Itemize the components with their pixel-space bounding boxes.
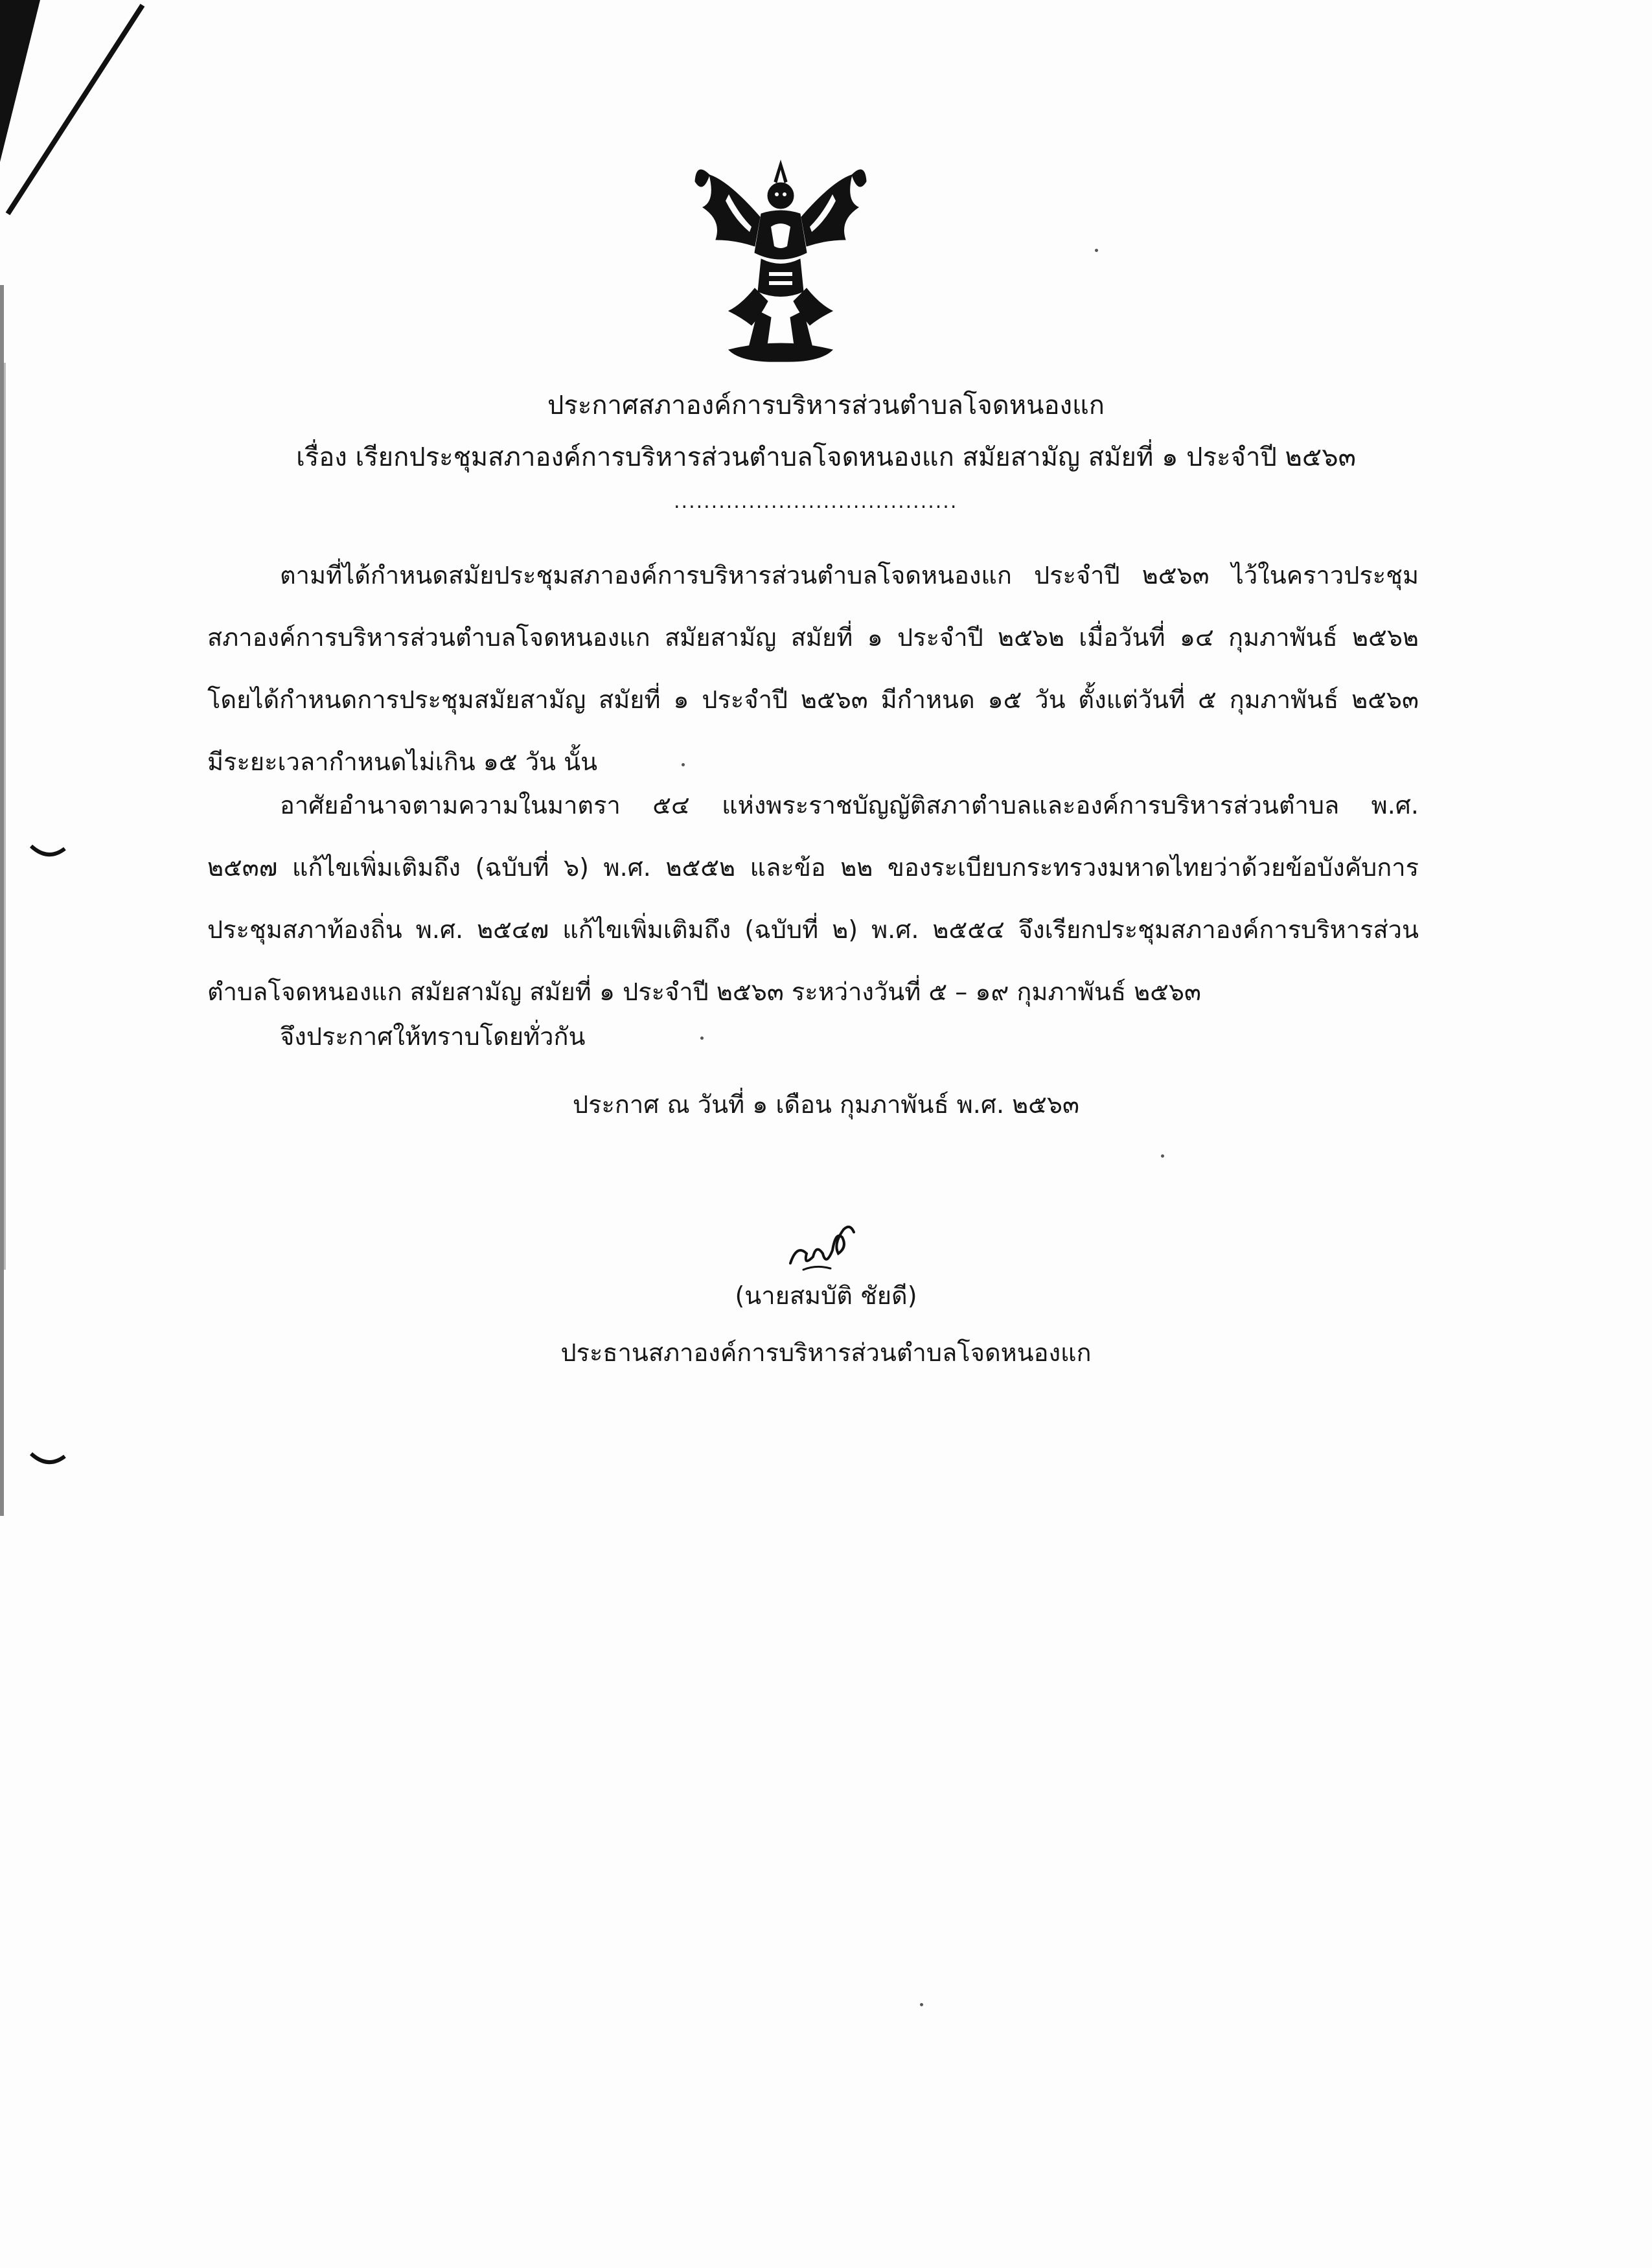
announcement-title: ประกาศสภาองค์การบริหารส่วนตำบลโจดหนองแก [547,391,1105,420]
handwritten-signature [771,1218,862,1276]
signer-name: (นายสมบัติ ชัยดี) [735,1281,917,1310]
signer-position: ประธานสภาองค์การบริหารส่วนตำบลโจดหนองแก [560,1338,1092,1367]
scan-speck [1161,1154,1164,1158]
scan-speck [920,2003,923,2006]
paragraph-1-line: มีระยะเวลากำหนดไม่เกิน ๑๕ วัน นั้น [207,748,598,776]
paragraph-1-line: ตามที่ได้กำหนดสมัยประชุมสภาองค์การบริหารส่วนตำบลโจดหนองแก ประจำปี ๒๕๖๓ ไว้ในคราวประชุม [280,561,1419,590]
paragraph-2-line: อาศัยอำนาจตามความในมาตรา ๕๔ แห่งพระราชบัญญัติสภาตำบลและองค์การบริหารส่วนตำบล พ.ศ. [280,791,1419,819]
body-paragraph-2 [207,774,1419,1023]
binder-hole-mark-upper [29,842,67,862]
title-divider: ...................................... [674,490,958,513]
paragraph-2-line: ประชุมสภาท้องถิ่น พ.ศ. ๒๕๔๗ แก้ไขเพิ่มเติมถึง (ฉบับที่ ๒) พ.ศ. ๒๕๕๔ จึงเรียกประชุมสภาองค์การบริหารส่วน [207,915,1419,944]
scan-speck [700,1037,704,1040]
scan-corner-mark [0,0,155,259]
paragraph-2-line: ๒๕๓๗ แก้ไขเพิ่มเติมถึง (ฉบับที่ ๖) พ.ศ. ๒๕๕๒ และข้อ ๒๒ ของระเบียบกระทรวงมหาดไทยว่าด้วยข้อบังคับการ [207,853,1419,882]
binder-hole-mark-lower [29,1450,67,1469]
scan-speck [682,763,685,766]
closing-statement: จึงประกาศให้ทราบโดยทั่วกัน [280,1022,586,1051]
paragraph-2-line: ตำบลโจดหนองแก สมัยสามัญ สมัยที่ ๑ ประจำปี ๒๕๖๓ ระหว่างวันที่ ๕ – ๑๙ กุมภาพันธ์ ๒๕๖๓ [207,978,1202,1006]
scan-speck [1095,249,1098,252]
announcement-date: ประกาศ ณ วันที่ ๑ เดือน กุมภาพันธ์ พ.ศ. ๒๕๖๓ [572,1090,1080,1119]
garuda-emblem-icon [690,155,871,369]
paragraph-1-line: สภาองค์การบริหารส่วนตำบลโจดหนองแก สมัยสามัญ สมัยที่ ๑ ประจำปี ๒๕๖๒ เมื่อวันที่ ๑๔ กุมภาพันธ์ ๒๕๖๒ [207,623,1419,652]
body-paragraph-1 [207,544,1419,793]
paragraph-1-line: โดยได้กำหนดการประชุมสมัยสามัญ สมัยที่ ๑ ประจำปี ๒๕๖๓ มีกำหนด ๑๕ วัน ตั้งแต่วันที่ ๕ กุมภาพันธ์ ๒๕๖๓ [207,685,1419,714]
announcement-subject: เรื่อง เรียกประชุมสภาองค์การบริหารส่วนตำบลโจดหนองแก สมัยสามัญ สมัยที่ ๑ ประจำปี ๒๕๖๓ [296,442,1356,472]
